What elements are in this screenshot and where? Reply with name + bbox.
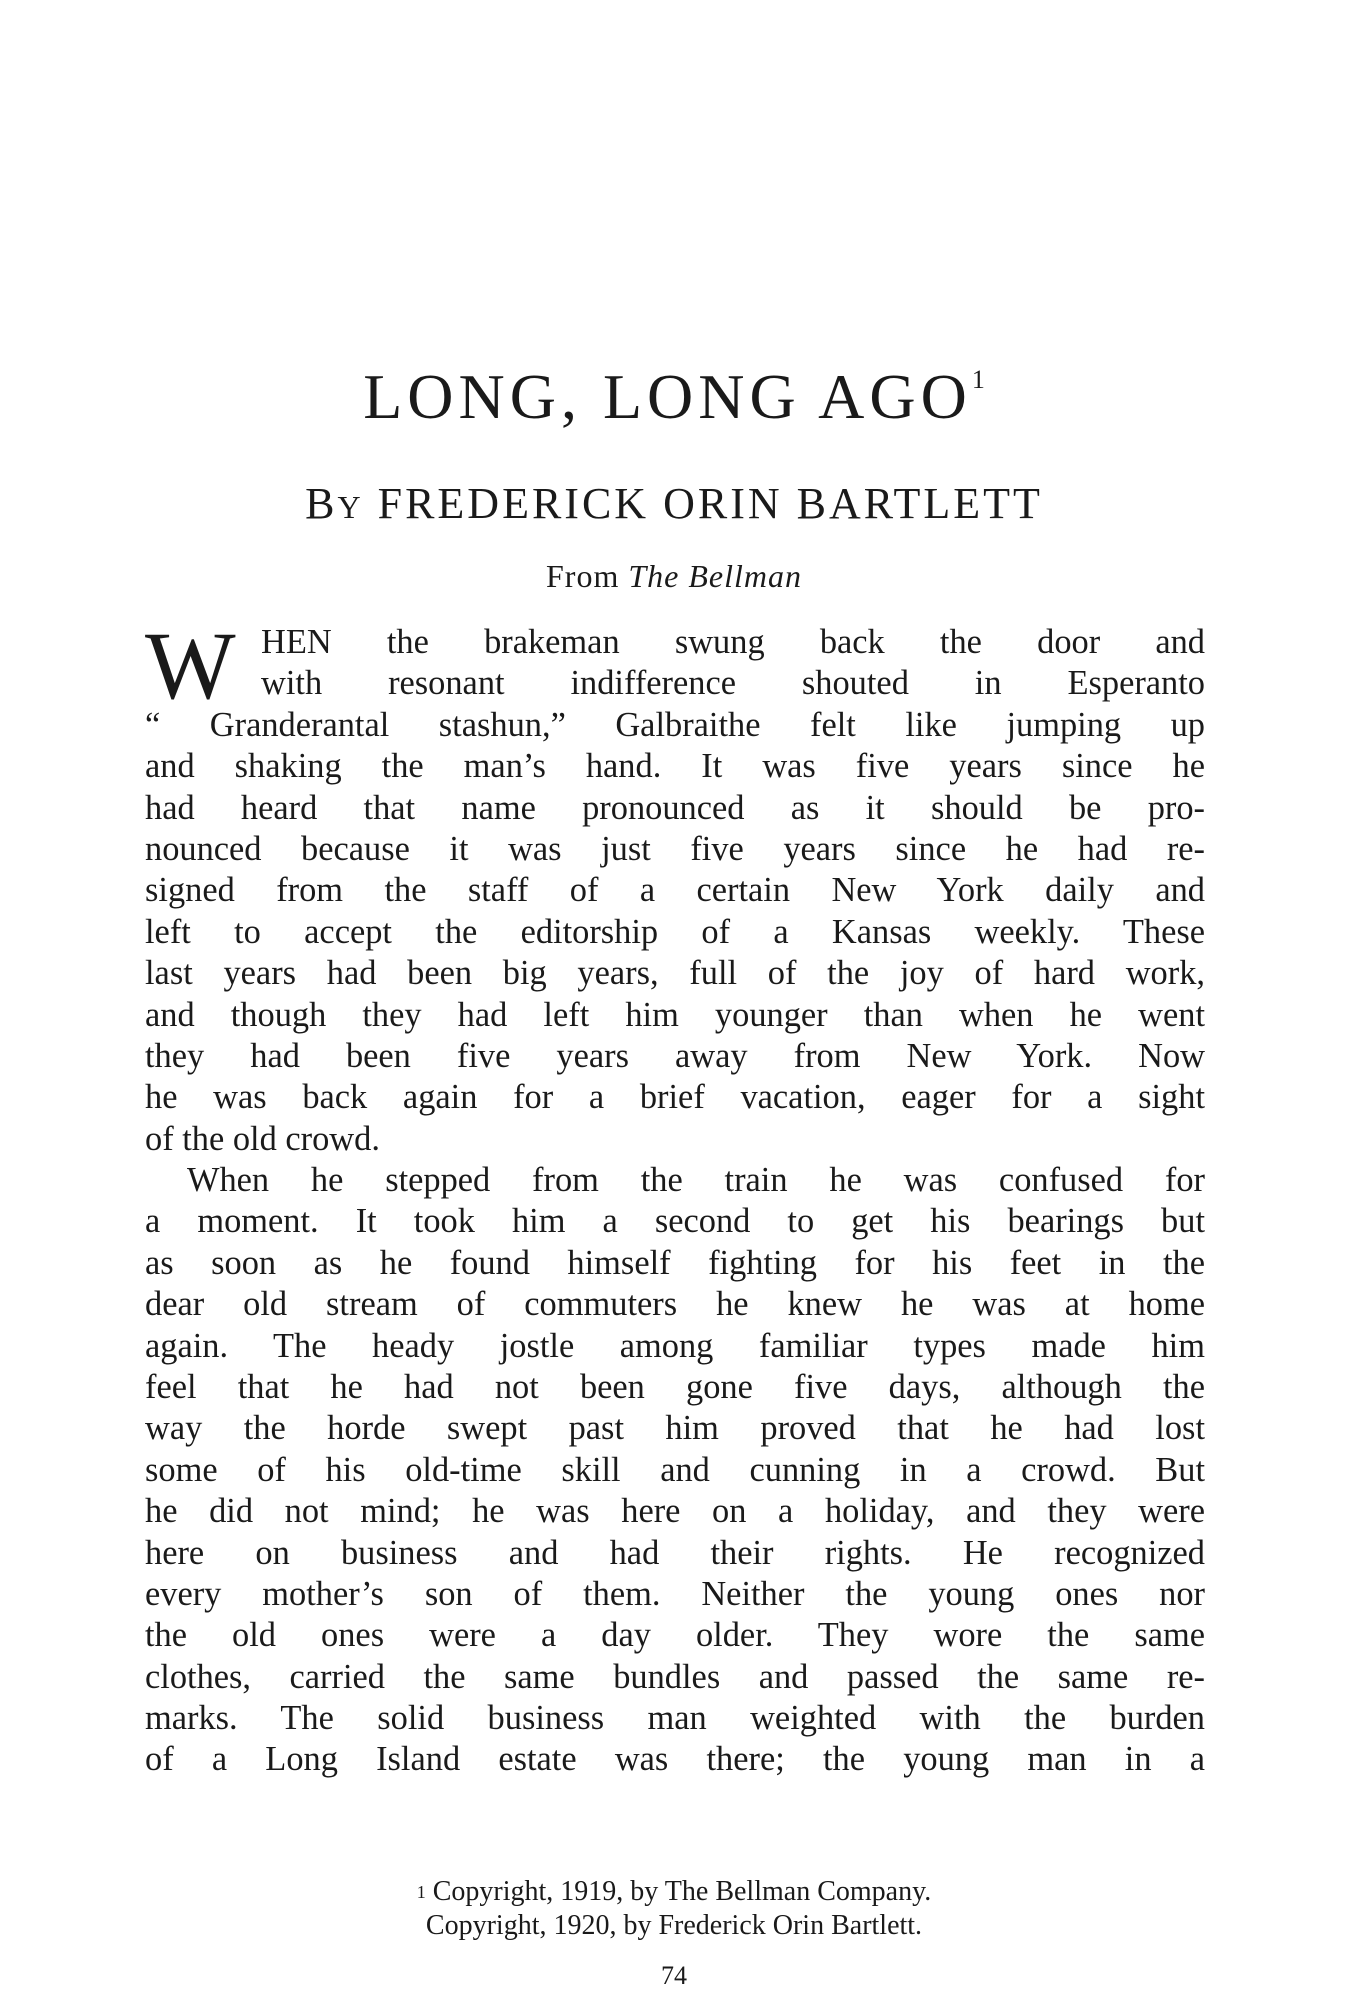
text-line: he was back again for a brief vacation, eager for a sight	[145, 1078, 1205, 1117]
text-line: they had been five years away from New York. Now	[145, 1036, 1205, 1075]
footnote-text-1: Copyright, 1919, by The Bellman Company.	[432, 1876, 932, 1907]
text-line: nounced because it was just five years since he had re-	[145, 829, 1205, 868]
text-line: with resonant indifference shouted in Esperanto	[261, 664, 1205, 703]
drop-cap: W	[145, 612, 236, 719]
text-line: and shaking the man’s hand. It was five years since he	[145, 747, 1205, 786]
text-line: the old ones were a day older. They wore the same	[145, 1616, 1205, 1655]
text-line: as soon as he found himself fighting for his feet in the	[145, 1243, 1205, 1282]
text-line: a moment. It took him a second to get his bearings but	[145, 1202, 1205, 1241]
text-line: here on business and had their rights. He recognized	[145, 1533, 1205, 1572]
story-title	[0, 361, 1348, 432]
title-footnote-mark: 1	[971, 365, 985, 394]
text-line: every mother’s son of them. Neither the young ones nor	[145, 1574, 1205, 1613]
text-line: of the old crowd.	[145, 1119, 380, 1158]
paragraph-2	[145, 1160, 1205, 1781]
byline-by-rest: Y	[337, 489, 364, 525]
source-line	[0, 560, 1348, 592]
footnotes	[0, 1875, 1348, 1943]
footnote-mark: 1	[416, 1882, 426, 1902]
story-title-text: LONG, LONG AGO	[363, 361, 972, 432]
text-line: had heard that name pronounced as it should be pro-	[145, 788, 1205, 827]
text-line: way the horde swept past him proved that he had lost	[145, 1409, 1205, 1448]
text-line: signed from the staff of a certain New York daily and	[145, 871, 1205, 910]
byline-by-initial: B	[305, 479, 338, 528]
byline-author: FREDERICK ORIN BARTLETT	[377, 479, 1043, 528]
text-line: some of his old-time skill and cunning in a crowd. But	[145, 1450, 1205, 1489]
text-line: left to accept the editorship of a Kansas weekly. These	[145, 912, 1205, 951]
page-number: 74	[661, 1961, 687, 1990]
text-line: of a Long Island estate was there; the young man in a	[145, 1740, 1205, 1779]
text-line: dear old stream of commuters he knew he was at home	[145, 1285, 1205, 1324]
text-line: clothes, carried the same bundles and passed the same re-	[145, 1657, 1205, 1696]
paragraph-1	[145, 622, 1205, 1160]
text-line: and though they had left him younger than when he went	[145, 995, 1205, 1034]
text-line: again. The heady jostle among familiar types made him	[145, 1326, 1205, 1365]
text-line: When he stepped from the train he was confused for	[187, 1161, 1205, 1199]
text-line: marks. The solid business man weighted with the burden	[145, 1699, 1205, 1738]
text-line: feel that he had not been gone five days, although the	[145, 1367, 1205, 1406]
text-line: he did not mind; he was here on a holiday, and they were	[145, 1492, 1205, 1531]
footnote-line-1	[0, 1875, 1348, 1909]
text-line: “ Granderantal stashun,” Galbraithe felt like jumping up	[145, 705, 1205, 744]
source-prefix: From	[546, 558, 620, 594]
text-line: HEN the brakeman swung back the door and	[261, 623, 1205, 661]
text-line: last years had been big years, full of the joy of hard work,	[145, 954, 1205, 993]
byline	[0, 479, 1348, 528]
source-publication: The Bellman	[628, 558, 802, 594]
footnote-line-2: Copyright, 1920, by Frederick Orin Bartlett.	[425, 1910, 923, 1941]
